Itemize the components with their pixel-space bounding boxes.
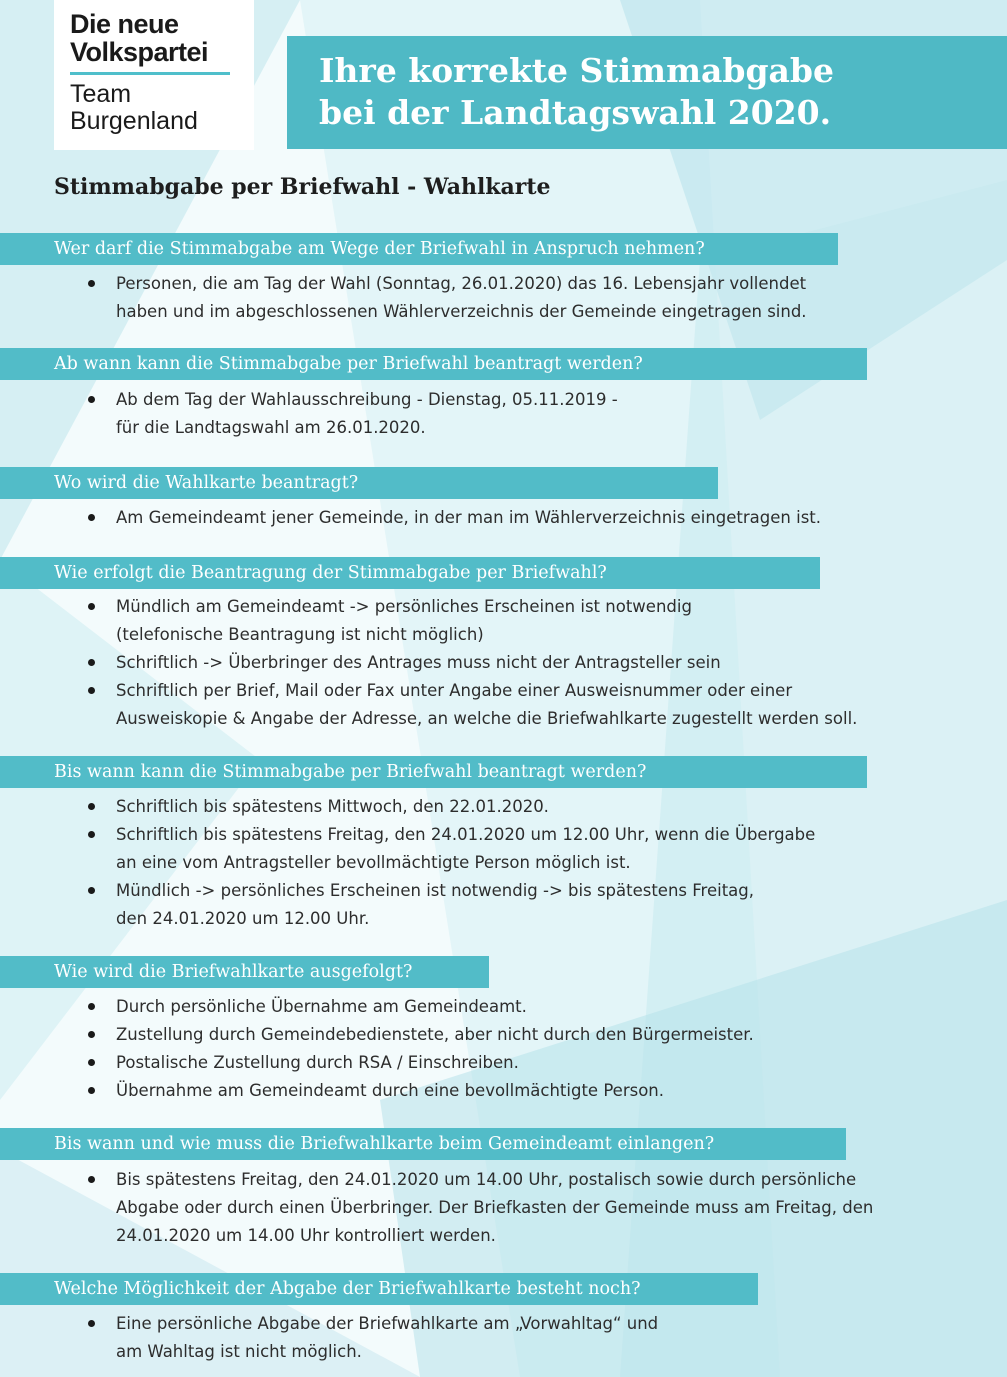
bullet-icon: [88, 831, 95, 838]
bullet-icon: [88, 603, 95, 610]
section-heading: Bis wann kann die Stimmabgabe per Briefwahl beantragt werden?: [0, 756, 867, 788]
section-list: [88, 793, 987, 933]
section-list: [88, 386, 987, 442]
list-item: [88, 877, 987, 933]
list-item-text: Mündlich -> persönliches Erscheinen ist notwendig -> bis spätestens Freitag,: [116, 881, 755, 900]
section-heading: Welche Möglichkeit der Abgabe der Briefwahlkarte besteht noch?: [0, 1273, 758, 1305]
list-item-text: den 24.01.2020 um 12.00 Uhr.: [116, 909, 370, 928]
section-heading: Wer darf die Stimmabgabe am Wege der Briefwahl in Anspruch nehmen?: [0, 233, 838, 265]
list-item-text: an eine vom Antragsteller bevollmächtigte Person möglich ist.: [116, 853, 631, 872]
bullet-icon: [88, 887, 95, 894]
list-item-text: Zustellung durch Gemeindebedienstete, aber nicht durch den Bürgermeister.: [116, 1025, 754, 1044]
section-list: [88, 1166, 987, 1250]
list-item-text: für die Landtagswahl am 26.01.2020.: [116, 418, 426, 437]
list-item-text: Mündlich am Gemeindeamt -> persönliches Erscheinen ist notwendig: [116, 597, 692, 616]
list-item: [88, 386, 987, 442]
section-list: [88, 1310, 987, 1366]
list-item-text: Durch persönliche Übernahme am Gemeindeamt.: [116, 997, 527, 1016]
list-item: [88, 1077, 987, 1105]
list-item: [88, 793, 987, 821]
list-item-text: am Wahltag ist nicht möglich.: [116, 1342, 362, 1361]
bullet-icon: [88, 1176, 95, 1183]
bullet-icon: [88, 1087, 95, 1094]
list-item-text: Bis spätestens Freitag, den 24.01.2020 um 14.00 Uhr, postalisch sowie durch persönliche: [116, 1170, 857, 1189]
list-item: [88, 649, 987, 677]
logo-line-4: Burgenland: [70, 107, 198, 135]
list-item: [88, 677, 987, 733]
bullet-icon: [88, 687, 95, 694]
list-item-text: Eine persönliche Abgabe der Briefwahlkarte am „Vorwahltag“ und: [116, 1314, 659, 1333]
section-heading: Wo wird die Wahlkarte beantragt?: [0, 467, 718, 499]
logo-line-2: Volkspartei: [70, 37, 209, 67]
list-item-text: Schriftlich -> Überbringer des Antrages muss nicht der Antragsteller sein: [116, 653, 721, 672]
section-heading: Wie wird die Briefwahlkarte ausgefolgt?: [0, 956, 489, 988]
section-list: [88, 593, 987, 733]
list-item: [88, 821, 987, 877]
banner-line-1: Ihre korrekte Stimmabgabe: [319, 51, 834, 90]
logo-line-1: Die neue: [70, 9, 179, 39]
bullet-icon: [88, 1003, 95, 1010]
list-item-text: Ab dem Tag der Wahlausschreibung - Dienstag, 05.11.2019 -: [116, 390, 618, 409]
list-item-text: (telefonische Beantragung ist nicht möglich): [116, 625, 484, 644]
party-logo: [54, 0, 254, 150]
list-item: [88, 270, 987, 326]
list-item-text: Postalische Zustellung durch RSA / Einschreiben.: [116, 1053, 519, 1072]
bullet-icon: [88, 803, 95, 810]
section-list: [88, 504, 987, 532]
bullet-icon: [88, 396, 95, 403]
list-item: [88, 1049, 987, 1077]
page-title: Stimmabgabe per Briefwahl - Wahlkarte: [54, 174, 551, 200]
logo-divider: [70, 72, 230, 75]
bullet-icon: [88, 1031, 95, 1038]
bullet-icon: [88, 659, 95, 666]
logo-line-3: Team: [70, 80, 132, 108]
list-item-text: 24.01.2020 um 14.00 Uhr kontrolliert werden.: [116, 1226, 496, 1245]
list-item: [88, 1166, 987, 1250]
title-banner: [287, 36, 1007, 149]
bullet-icon: [88, 280, 95, 287]
bullet-icon: [88, 514, 95, 521]
bullet-icon: [88, 1059, 95, 1066]
list-item-text: Schriftlich bis spätestens Mittwoch, den 22.01.2020.: [116, 797, 549, 816]
list-item-text: haben und im abgeschlossenen Wählerverzeichnis der Gemeinde eingetragen sind.: [116, 302, 807, 321]
list-item: [88, 504, 987, 532]
section-heading: Ab wann kann die Stimmabgabe per Briefwahl beantragt werden?: [0, 348, 867, 380]
list-item-text: Personen, die am Tag der Wahl (Sonntag, 26.01.2020) das 16. Lebensjahr vollendet: [116, 274, 807, 293]
list-item-text: Abgabe oder durch einen Überbringer. Der Briefkasten der Gemeinde muss am Freitag, den: [116, 1198, 874, 1217]
list-item: [88, 993, 987, 1021]
bullet-icon: [88, 1320, 95, 1327]
banner-line-2: bei der Landtagswahl 2020.: [319, 93, 832, 132]
list-item-text: Am Gemeindeamt jener Gemeinde, in der man im Wählerverzeichnis eingetragen ist.: [116, 508, 822, 527]
list-item: [88, 1310, 987, 1366]
section-list: [88, 270, 987, 326]
section-heading: Wie erfolgt die Beantragung der Stimmabgabe per Briefwahl?: [0, 557, 820, 589]
section-list: [88, 993, 987, 1105]
section-heading: Bis wann und wie muss die Briefwahlkarte beim Gemeindeamt einlangen?: [0, 1128, 846, 1160]
list-item-text: Schriftlich bis spätestens Freitag, den 24.01.2020 um 12.00 Uhr, wenn die Übergabe: [116, 825, 816, 844]
list-item: [88, 1021, 987, 1049]
list-item-text: Schriftlich per Brief, Mail oder Fax unter Angabe einer Ausweisnummer oder einer: [116, 681, 793, 700]
list-item-text: Ausweiskopie & Angabe der Adresse, an welche die Briefwahlkarte zugestellt werden soll.: [116, 709, 858, 728]
list-item-text: Übernahme am Gemeindeamt durch eine bevollmächtigte Person.: [116, 1081, 665, 1100]
list-item: [88, 593, 987, 649]
